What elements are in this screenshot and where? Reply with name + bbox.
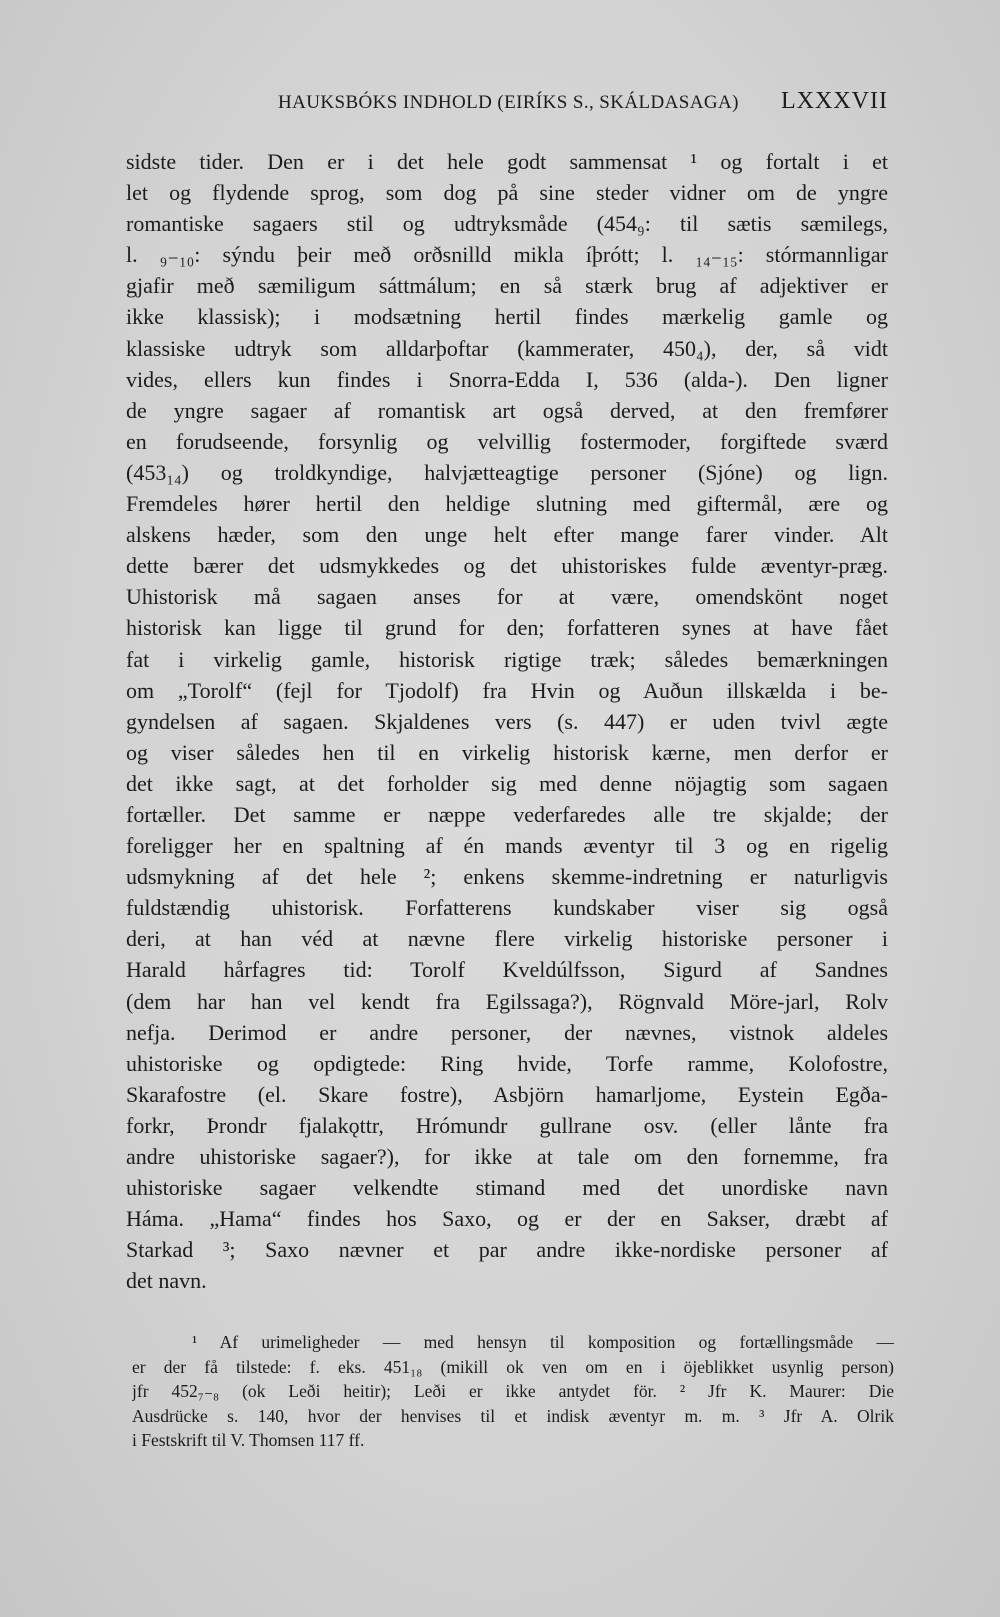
text-line: nefja. Derimod er andre personer, der nævnes, vistnok aldeles — [126, 1019, 888, 1045]
text-line: fuldstændig uhistorisk. Forfatterens kundskaber viser sig også — [126, 895, 888, 921]
text-line: klassiske udtryk som alldarþoftar (kammerater, 450₄), der, så vidt — [126, 335, 888, 361]
text-line: historisk kan ligge til grund for den; forfatteren synes at have fået — [126, 615, 888, 641]
page-number: LXXXVII — [781, 88, 888, 114]
text-line: uhistoriske og opdigtede: Ring hvide, Torfe ramme, Kolofostre, — [126, 1050, 888, 1076]
text-line: det ikke sagt, at det forholder sig med denne nöjagtig som sagaen — [126, 770, 888, 796]
text-line: deri, at han véd at nævne flere virkelig historiske personer i — [126, 926, 888, 952]
text-line: sidste tider. Den er i det hele godt sammensat ¹ og fortalt i et — [126, 149, 888, 174]
text-line: de yngre sagaer af romantisk art også derved, at den fremfører — [126, 397, 888, 423]
text-line: vides, ellers kun findes i Snorra-Edda I, 536 (alda-). Den ligner — [126, 366, 888, 392]
text-line: dette bærer det udsmykkedes og det uhistoriskes fulde æventyr-præg. — [126, 553, 888, 579]
footnote-line: Ausdrücke s. 140, hvor der henvises til et indisk æventyr m. m. ³ Jfr A. Olrik — [132, 1405, 894, 1426]
text-line: Starkad ³; Saxo nævner et par andre ikke-nordiske personer af — [126, 1237, 888, 1263]
footnote-line: jfr 452₇₋₈ (ok Leði heitir); Leði er ikke antydet för. ² Jfr K. Maurer: Die — [132, 1381, 894, 1401]
text-line: Fremdeles hører hertil den heldige slutning med giftermål, ære og — [126, 491, 888, 517]
text-line: om „Torolf“ (fejl for Tjodolf) fra Hvin og Auðun illskælda i be- — [126, 677, 888, 703]
text-line: uhistoriske sagaer velkendte stimand med det unordiske navn — [126, 1175, 888, 1201]
text-line: forkr, Þrondr fjalakǫttr, Hrómundr gullrane osv. (eller lånte fra — [126, 1112, 888, 1138]
footnote-line: ¹ Af urimeligheder — med hensyn til komposition og fortællingsmåde — — [192, 1332, 894, 1352]
footnote-line: i Festskrift til V. Thomsen 117 ff. — [132, 1430, 365, 1450]
text-line: fortæller. Det samme er næppe vederfaredes alle tre skjalde; der — [126, 801, 888, 827]
text-line: Harald hårfagres tid: Torolf Kveldúlfsson, Sigurd af Sandnes — [126, 957, 888, 983]
main-text — [126, 146, 888, 1296]
text-line: og viser således hen til en virkelig historisk kærne, men derfor er — [126, 739, 888, 765]
text-line: fat i virkelig gamle, historisk rigtige træk; således bemærkningen — [126, 646, 888, 672]
text-line: andre uhistoriske sagaer?), for ikke at tale om den fornemme, fra — [126, 1144, 888, 1169]
text-line: Uhistorisk må sagaen anses for at være, omendskönt noget — [126, 584, 888, 610]
page-header — [126, 84, 888, 124]
text-line: romantiske sagaers stil og udtryksmåde (454₉: til sætis sæmilegs, — [126, 211, 888, 237]
text-line: gyndelsen af sagaen. Skjaldenes vers (s. 447) er uden tvivl ægte — [126, 708, 888, 734]
running-head: HAUKSBÓKS INDHOLD (EIRÍKS S., SKÁLDASAGA) — [278, 92, 739, 113]
text-line: (dem har han vel kendt fra Egilssaga?), Rögnvald Möre-jarl, Rolv — [126, 988, 888, 1014]
text-line: (453₁₄) og troldkyndige, halvjætteagtige personer (Sjóne) og lign. — [126, 459, 888, 485]
footnote-line: er der få tilstede: f. eks. 451₁₈ (mikill ok ven om en i öjeblikket usynlig person) — [132, 1356, 894, 1377]
text-line: en forudseende, forsynlig og velvillig fostermoder, forgiftede sværd — [126, 428, 888, 454]
text-line: Háma. „Hama“ findes hos Saxo, og er der en Sakser, dræbt af — [126, 1206, 888, 1232]
text-line: ikke klassisk); i modsætning hertil findes mærkelig gamle og — [126, 304, 888, 330]
text-line: alskens hæder, som den unge helt efter mange farer vinder. Alt — [126, 522, 888, 548]
text-line: foreligger her en spaltning af én mands æventyr til 3 og en rigelig — [126, 833, 888, 859]
text-line: det navn. — [126, 1268, 207, 1294]
text-line: l. ₉₋₁₀: sýndu þeir með orðsnilld mikla íþrótt; l. ₁₄₋₁₅: stórmannligar — [126, 242, 888, 268]
footnotes — [132, 1330, 894, 1453]
text-line: let og flydende sprog, som dog på sine steder vidner om de yngre — [126, 180, 888, 206]
text-line: udsmykning af det hele ²; enkens skemme-indretning er naturligvis — [126, 864, 888, 890]
text-line: Skarafostre (el. Skare fostre), Asbjörn hamarljome, Eystein Egða- — [126, 1081, 888, 1107]
text-line: gjafir með sæmiligum sáttmálum; en så stærk brug af adjektiver er — [126, 273, 888, 299]
